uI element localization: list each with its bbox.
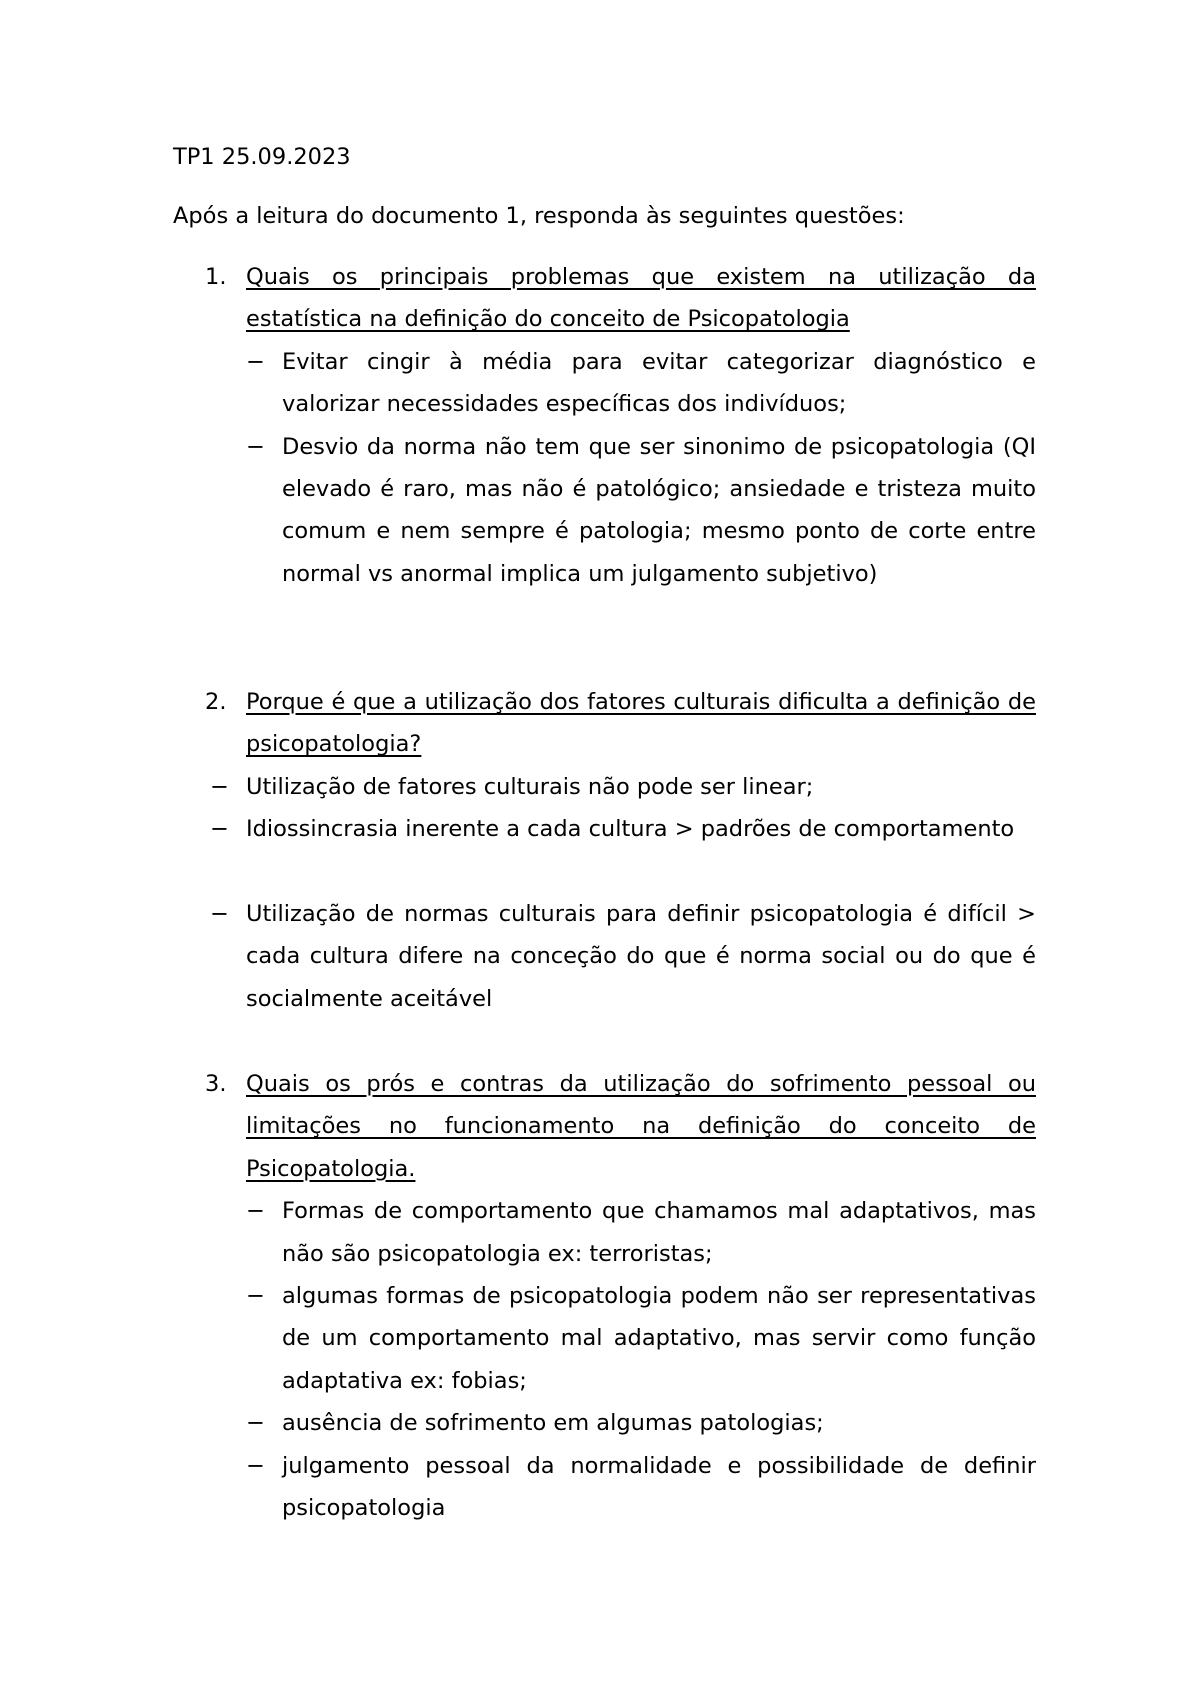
bullet-text: julgamento pessoal da normalidade e possibilidade de definir psicopatologia: [282, 1452, 1036, 1521]
question-number: 3.: [205, 1071, 227, 1097]
question-number: 2.: [205, 689, 227, 715]
bullet-text: Utilização de fatores culturais não pode ser linear;: [246, 773, 814, 800]
bullet-text: Desvio da norma não tem que ser sinonimo de psicopatologia (QI elevado é raro, mas não é patológico; ansiedade e tristeza muito comum e nem sempre é patologia; mesmo ponto de corte entre normal vs anormal implica um julgamento subjetivo): [282, 433, 1036, 587]
dash-bullet-icon: −: [246, 1452, 265, 1479]
dash-bullet-icon: −: [246, 348, 265, 375]
bullet-text: Utilização de normas culturais para definir psicopatologia é difícil > cada cultura difere na conceção do que é norma social ou do que é socialmente aceitável: [246, 901, 1036, 1012]
dash-bullet-icon: −: [210, 901, 229, 927]
question-number: 1.: [205, 264, 227, 290]
document-intro: Após a leitura do documento 1, responda às seguintes questões:: [173, 203, 905, 229]
dash-bullet-icon: −: [246, 433, 265, 460]
dash-bullet-icon: −: [246, 1198, 265, 1225]
document-heading: TP1 25.09.2023: [173, 144, 351, 170]
dash-bullet-icon: −: [246, 1410, 265, 1437]
question-text: Quais os prós e contras da utilização do sofrimento pessoal ou limitações no funcionamento na definição do conceito de Psicopatologia.: [246, 1071, 1036, 1182]
bullet-text: Idiossincrasia inerente a cada cultura > padrões de comportamento: [246, 816, 1015, 843]
question-text: Quais os principais problemas que existem na utilização da estatística na definição do conceito de Psicopatologia: [246, 264, 1036, 333]
dash-bullet-icon: −: [210, 773, 229, 800]
bullet-text: Evitar cingir à média para evitar categorizar diagnóstico e valorizar necessidades específicas dos indivíduos;: [282, 348, 1036, 418]
dash-bullet-icon: −: [210, 816, 229, 843]
bullet-text: ausência de sofrimento em algumas patologias;: [282, 1410, 824, 1437]
bullet-text: Formas de comportamento que chamamos mal adaptativos, mas não são psicopatologia ex: terroristas;: [282, 1198, 1036, 1267]
question-text: Porque é que a utilização dos fatores culturais dificulta a definição de psicopatologia?: [246, 689, 1036, 758]
dash-bullet-icon: −: [246, 1283, 265, 1309]
bullet-text: algumas formas de psicopatologia podem não ser representativas de um comportamento mal adaptativo, mas servir como função adaptativa ex: fobias;: [282, 1283, 1036, 1394]
